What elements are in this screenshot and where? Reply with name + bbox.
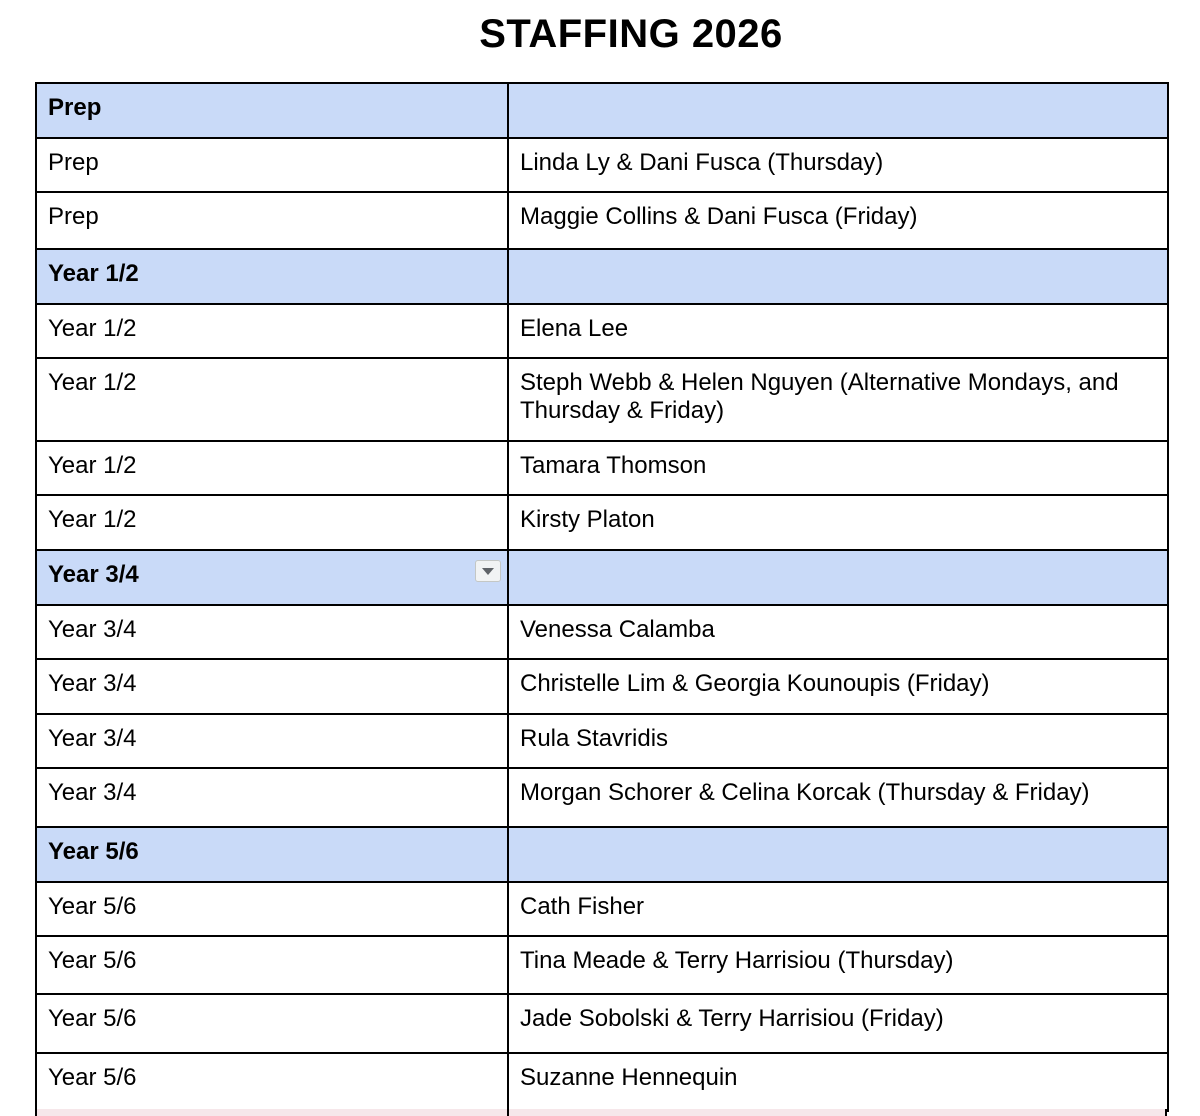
staff-cell[interactable] bbox=[508, 441, 1168, 495]
year-group-label: Year 5/6 bbox=[48, 1005, 137, 1032]
year-group-cell[interactable] bbox=[36, 304, 508, 358]
section-title: Year 5/6 bbox=[48, 838, 139, 865]
table-row bbox=[36, 768, 1168, 827]
staff-names: Morgan Schorer & Celina Korcak (Thursday & Friday) bbox=[520, 779, 1090, 806]
section-header-row bbox=[36, 83, 1168, 138]
staff-names: Christelle Lim & Georgia Kounoupis (Friday) bbox=[520, 670, 990, 697]
staffing-table bbox=[35, 82, 1169, 1112]
year-group-cell[interactable] bbox=[36, 441, 508, 495]
year-group-cell[interactable] bbox=[36, 882, 508, 936]
section-title-cell[interactable] bbox=[36, 249, 508, 304]
section-header-row bbox=[36, 550, 1168, 605]
table-row bbox=[36, 994, 1168, 1053]
table-row bbox=[36, 659, 1168, 714]
year-group-cell[interactable] bbox=[36, 659, 508, 714]
staff-names: Venessa Calamba bbox=[520, 616, 715, 643]
year-group-label: Year 1/2 bbox=[48, 315, 137, 342]
year-group-cell[interactable] bbox=[36, 192, 508, 249]
table-row bbox=[36, 358, 1168, 441]
section-title-cell[interactable] bbox=[36, 827, 508, 882]
staff-names: Rula Stavridis bbox=[520, 725, 669, 752]
staff-cell[interactable] bbox=[508, 882, 1168, 936]
section-empty-cell[interactable] bbox=[508, 827, 1168, 882]
table-row bbox=[36, 495, 1168, 550]
staff-names: Jade Sobolski & Terry Harrisiou (Friday) bbox=[520, 1005, 944, 1032]
year-group-label: Year 5/6 bbox=[48, 893, 137, 920]
year-group-cell[interactable] bbox=[36, 936, 508, 994]
staff-cell[interactable] bbox=[508, 605, 1168, 659]
staff-cell[interactable] bbox=[508, 358, 1168, 441]
column-divider bbox=[507, 1109, 509, 1116]
staff-cell[interactable] bbox=[508, 936, 1168, 994]
section-empty-cell[interactable] bbox=[508, 83, 1168, 138]
dropdown-button[interactable] bbox=[475, 560, 501, 582]
year-group-label: Year 3/4 bbox=[48, 670, 137, 697]
section-title-cell[interactable] bbox=[36, 83, 508, 138]
section-title-cell[interactable] bbox=[36, 550, 508, 605]
staff-cell[interactable] bbox=[508, 1053, 1168, 1111]
table-row bbox=[36, 192, 1168, 249]
section-header-row bbox=[36, 249, 1168, 304]
year-group-label: Year 3/4 bbox=[48, 616, 137, 643]
staff-names: Maggie Collins & Dani Fusca (Friday) bbox=[520, 203, 918, 230]
staff-names: Cath Fisher bbox=[520, 893, 645, 920]
staff-cell[interactable] bbox=[508, 994, 1168, 1053]
table-row bbox=[36, 605, 1168, 659]
year-group-cell[interactable] bbox=[36, 605, 508, 659]
year-group-label: Prep bbox=[48, 203, 99, 230]
staff-cell[interactable] bbox=[508, 304, 1168, 358]
staff-names: Tamara Thomson bbox=[520, 452, 707, 479]
year-group-cell[interactable] bbox=[36, 768, 508, 827]
staff-cell[interactable] bbox=[508, 192, 1168, 249]
table-row bbox=[36, 936, 1168, 994]
year-group-label: Year 3/4 bbox=[48, 725, 137, 752]
chevron-down-icon bbox=[482, 568, 494, 575]
year-group-cell[interactable] bbox=[36, 994, 508, 1053]
staff-cell[interactable] bbox=[508, 714, 1168, 768]
table-row bbox=[36, 1053, 1168, 1111]
table-row bbox=[36, 304, 1168, 358]
section-title: Year 1/2 bbox=[48, 260, 139, 287]
staff-cell[interactable] bbox=[508, 659, 1168, 714]
year-group-label: Year 5/6 bbox=[48, 947, 137, 974]
year-group-cell[interactable] bbox=[36, 714, 508, 768]
section-title: Prep bbox=[48, 94, 102, 121]
year-group-cell[interactable] bbox=[36, 1053, 508, 1111]
section-empty-cell[interactable] bbox=[508, 249, 1168, 304]
year-group-label: Year 1/2 bbox=[48, 369, 137, 396]
staff-names: Elena Lee bbox=[520, 315, 629, 342]
year-group-label: Year 3/4 bbox=[48, 779, 137, 806]
table-row bbox=[36, 882, 1168, 936]
section-title: Year 3/4 bbox=[48, 561, 139, 588]
year-group-cell[interactable] bbox=[36, 358, 508, 441]
table-row bbox=[36, 714, 1168, 768]
staff-cell[interactable] bbox=[508, 768, 1168, 827]
page-title: STAFFING 2026 bbox=[479, 12, 783, 56]
year-group-label: Year 1/2 bbox=[48, 506, 137, 533]
staff-names: Suzanne Hennequin bbox=[520, 1064, 738, 1091]
staff-names: Kirsty Platon bbox=[520, 506, 655, 533]
section-empty-cell[interactable] bbox=[508, 550, 1168, 605]
table-row bbox=[36, 138, 1168, 192]
staff-names: Tina Meade & Terry Harrisiou (Thursday) bbox=[520, 947, 954, 974]
staff-cell[interactable] bbox=[508, 495, 1168, 550]
year-group-cell[interactable] bbox=[36, 138, 508, 192]
year-group-label: Year 5/6 bbox=[48, 1064, 137, 1091]
staff-names: Steph Webb & Helen Nguyen (Alternative Mondays, and Thursday & Friday) bbox=[520, 369, 1119, 424]
next-row-partial bbox=[35, 1109, 1167, 1116]
staff-cell[interactable] bbox=[508, 138, 1168, 192]
year-group-cell[interactable] bbox=[36, 495, 508, 550]
year-group-label: Prep bbox=[48, 149, 99, 176]
year-group-label: Year 1/2 bbox=[48, 452, 137, 479]
staff-names: Linda Ly & Dani Fusca (Thursday) bbox=[520, 149, 884, 176]
table-row bbox=[36, 441, 1168, 495]
section-header-row bbox=[36, 827, 1168, 882]
